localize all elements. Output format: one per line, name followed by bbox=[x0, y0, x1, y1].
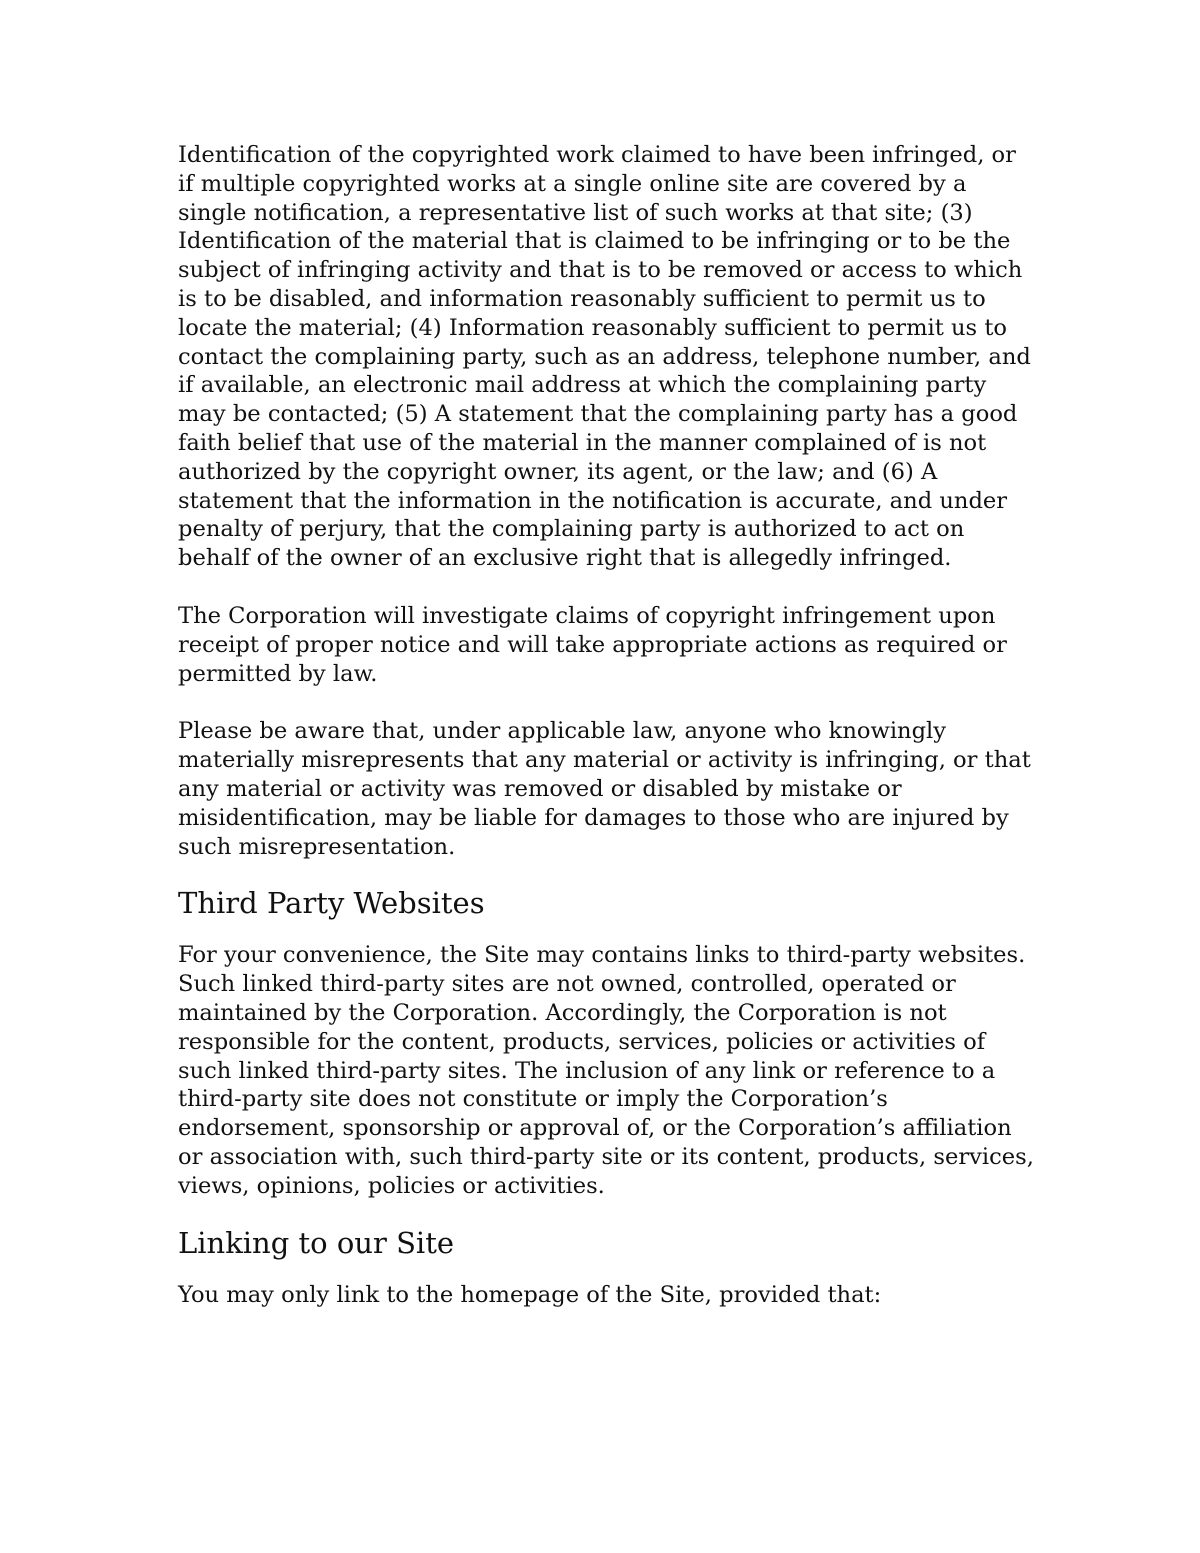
document-body bbox=[178, 141, 1038, 1309]
paragraph-third-party-websites: For your convenience, the Site may contains links to third-party websites. Such linked third-party sites are not owned, controlled, operated or maintained by the Corporation. Accordingly, the Corporation is not responsible for the content, products, services, policies or activities of such linked third-party sites. The inclusion of any link or reference to a third-party site does not constitute or imply the Corporation’s endorsement, sponsorship or approval of, or the Corporation’s affiliation or association with, such third-party site or its content, products, services, views, opinions, policies or activities. bbox=[178, 942, 1034, 1199]
heading-linking-to-our-site: Linking to our Site bbox=[178, 1225, 455, 1260]
paragraph-dmca-requirements: Identification of the copyrighted work claimed to have been infringed, or if multiple copyrighted works at a single online site are covered by a single notification, a representative list of such works at that site; (3) Identification of the material that is claimed to be infringing or to be the subject of infringing activity and that is to be removed or access to which is to be disabled, and information reasonably sufficient to permit us to locate the material; (4) Information reasonably sufficient to permit us to contact the complaining party, such as an address, telephone number, and if available, an electronic mail address at which the complaining party may be contacted; (5) A statement that the complaining party has a good faith belief that use of the material in the manner complained of is not authorized by the copyright owner, its agent, or the law; and (6) A statement that the information in the notification is accurate, and under penalty of perjury, that the complaining party is authorized to act on behalf of the owner of an exclusive right that is allegedly infringed. bbox=[178, 142, 1031, 572]
heading-third-party-websites: Third Party Websites bbox=[178, 886, 485, 921]
paragraph-investigation: The Corporation will investigate claims of copyright infringement upon receipt of proper notice and will take appropriate actions as required or permitted by law. bbox=[178, 602, 1007, 687]
paragraph-misrepresentation: Please be aware that, under applicable law, anyone who knowingly materially misrepresents that any material or activity is infringing, or that any material or activity was removed or disabled by mistake or misidentification, may be liable for damages to those who are injured by such misrepresentation. bbox=[178, 718, 1031, 860]
paragraph-linking: You may only link to the homepage of the Site, provided that: bbox=[178, 1281, 882, 1308]
